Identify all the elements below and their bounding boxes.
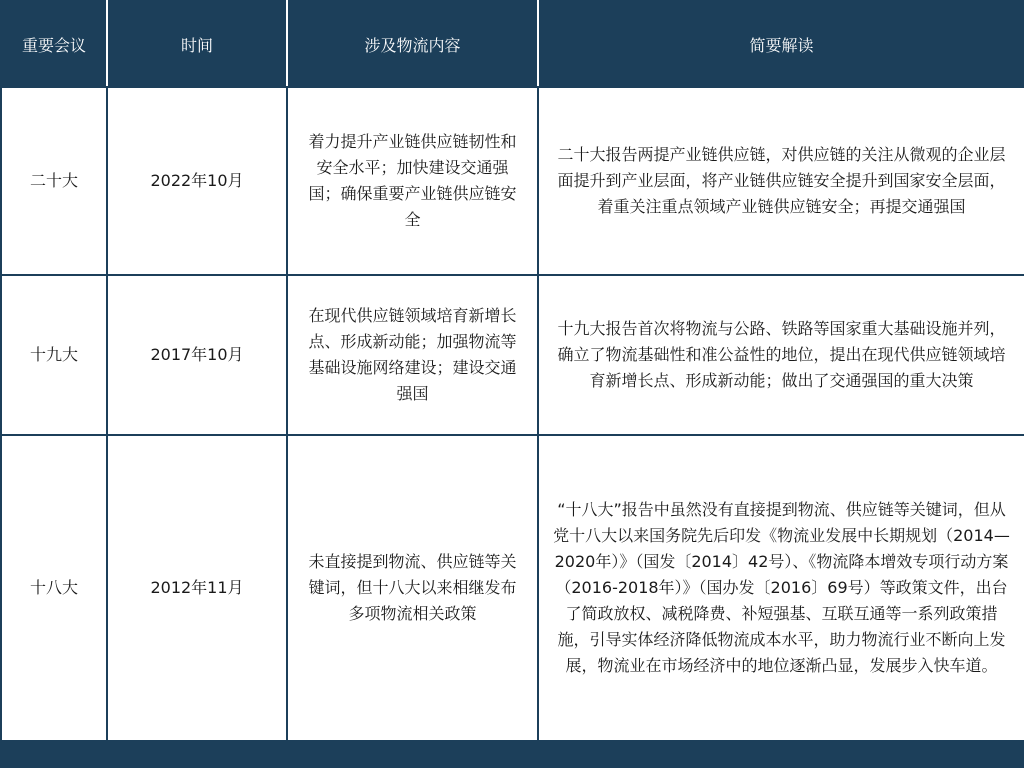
meeting-cell: 十九大 xyxy=(1,275,107,435)
table-row xyxy=(1,435,1024,741)
table-row xyxy=(1,275,1024,435)
header-time: 时间 xyxy=(107,1,287,87)
reading-cell: 十九大报告首次将物流与公路、铁路等国家重大基础设施并列，确立了物流基础性和准公益性的地位，提出在现代供应链领域培育新增长点、形成新动能；做出了交通强国的重大决策 xyxy=(538,275,1024,435)
table-row xyxy=(1,87,1024,275)
content-cell: 未直接提到物流、供应链等关键词，但十八大以来相继发布多项物流相关政策 xyxy=(287,435,538,741)
content-cell: 在现代供应链领域培育新增长点、形成新动能；加强物流等基础设施网络建设；建设交通强国 xyxy=(287,275,538,435)
meeting-cell: 二十大 xyxy=(1,87,107,275)
reading-cell: 二十大报告两提产业链供应链，对供应链的关注从微观的企业层面提升到产业层面，将产业链供应链安全提升到国家安全层面，着重关注重点领域产业链供应链安全；再提交通强国 xyxy=(538,87,1024,275)
time-cell: 2022年10月 xyxy=(107,87,287,275)
header-meeting: 重要会议 xyxy=(1,1,107,87)
footer-bar xyxy=(0,742,1024,768)
time-cell: 2012年11月 xyxy=(107,435,287,741)
content-cell: 着力提升产业链供应链韧性和安全水平；加快建设交通强国；确保重要产业链供应链安全 xyxy=(287,87,538,275)
header-reading: 简要解读 xyxy=(538,1,1024,87)
reading-cell: “十八大”报告中虽然没有直接提到物流、供应链等关键词，但从党十八大以来国务院先后印发《物流业发展中长期规划（2014—2020年）》（国发〔2014〕42号）、《物流降本增效专项行动方案（2016-2018年）》（国办发〔2016〕69号）等政策文件，出台了简政放权、减税降费、补短强基、互联互通等一系列政策措施，引导实体经济降低物流成本水平，助力物流行业不断向上发展，物流业在市场经济中的地位逐渐凸显，发展步入快车道。 xyxy=(538,435,1024,741)
table-header-row xyxy=(1,1,1024,87)
header-content: 涉及物流内容 xyxy=(287,1,538,87)
meeting-cell: 十八大 xyxy=(1,435,107,741)
time-cell: 2017年10月 xyxy=(107,275,287,435)
